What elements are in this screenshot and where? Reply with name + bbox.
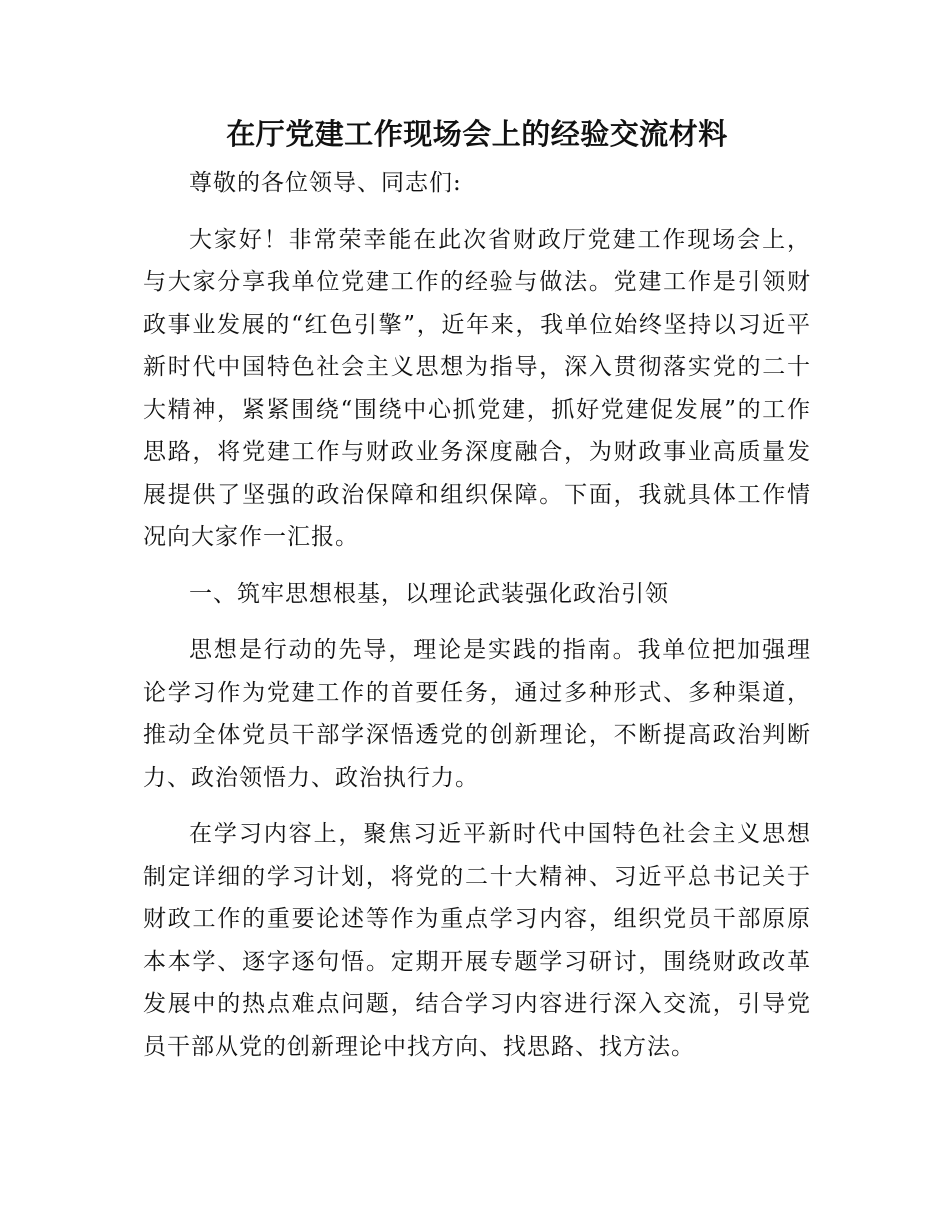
- section-heading-1: 一、筑牢思想根基，以理论武装强化政治引领: [189, 580, 669, 607]
- paragraph-study-content: 在学习内容上，聚焦习近平新时代中国特色社会主义思想制定详细的学习计划，将党的二十大精神、习近平总书记关于财政工作的重要论述等作为重点学习内容，组织党员干部原原本本学、逐字逐句悟。定期开展专题学习研讨，围绕财政改革发展中的热点难点问题，结合学习内容进行深入交流，引导党员干部从党的创新理论中找方向、找思路、找方法。: [143, 821, 811, 1060]
- document-title: 在厅党建工作现场会上的经验交流材料: [226, 117, 728, 151]
- paragraph-intro: 大家好！非常荣幸能在此次省财政厅党建工作现场会上，与大家分享我单位党建工作的经验与做法。党建工作是引领财政事业发展的“红色引擎”，近年来，我单位始终坚持以习近平新时代中国特色社会主义思想为指导，深入贯彻落实党的二十大精神，紧紧围绕“围绕中心抓党建，抓好党建促发展”的工作思路，将党建工作与财政业务深度融合，为财政事业高质量发展提供了坚强的政治保障和组织保障。下面，我就具体工作情况向大家作一汇报。: [143, 226, 811, 550]
- salutation: 尊敬的各位领导、同志们:: [189, 170, 462, 196]
- paragraph-theory: 思想是行动的先导，理论是实践的指南。我单位把加强理论学习作为党建工作的首要任务，通过多种形式、多种渠道，推动全体党员干部学深悟透党的创新理论，不断提高政治判断力、政治领悟力、政治执行力。: [143, 637, 811, 791]
- document-body: [143, 110, 811, 1068]
